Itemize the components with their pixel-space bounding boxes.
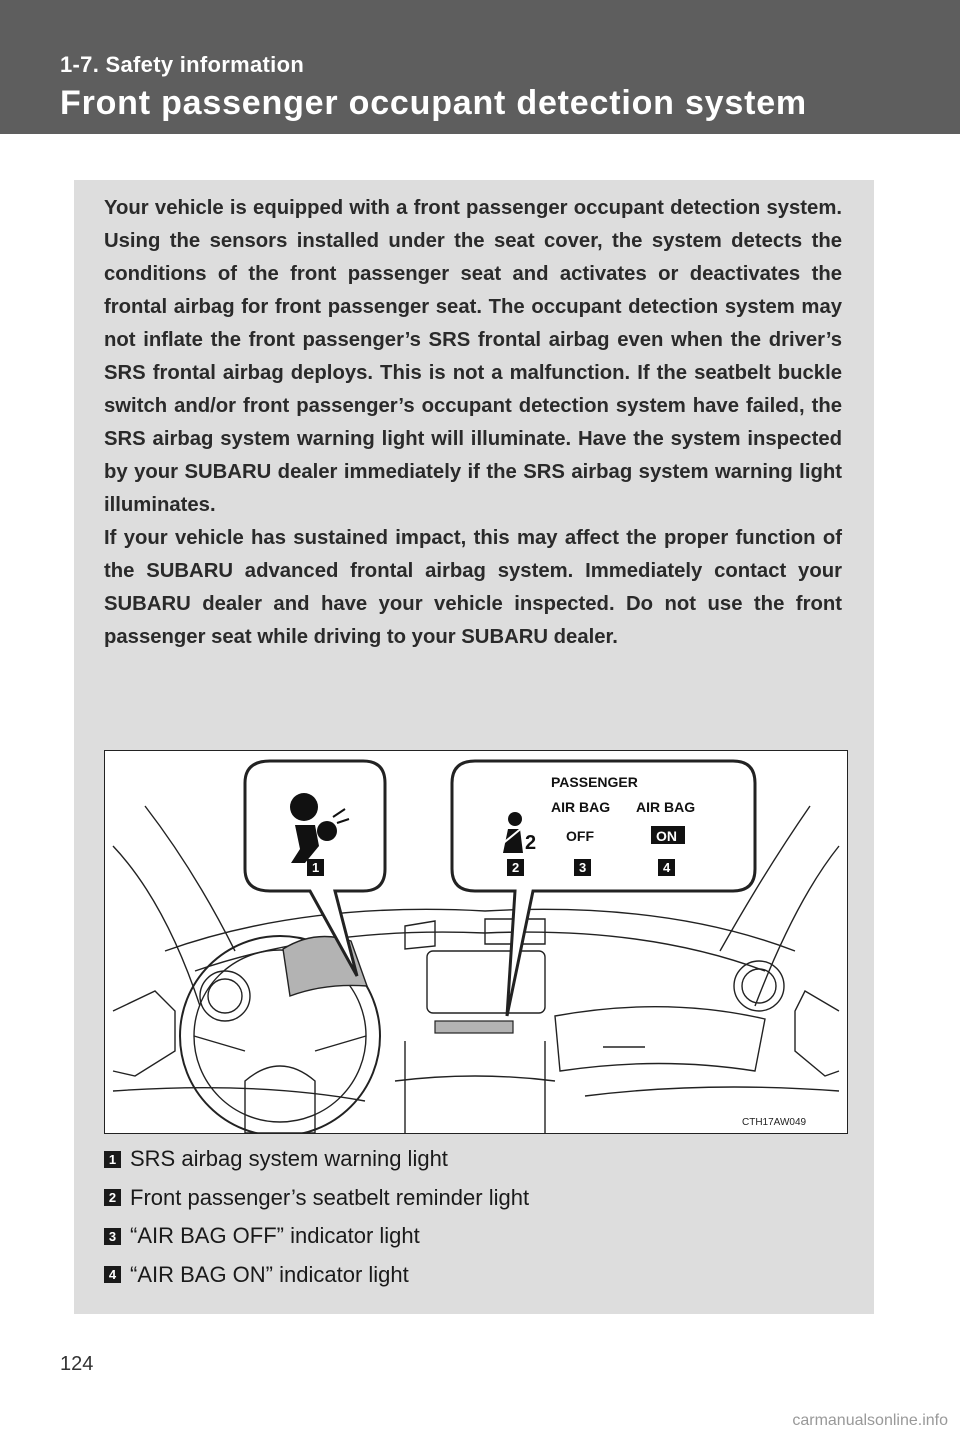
left-vent-inner [208,979,242,1013]
dashboard-drawing [105,751,847,1133]
intro-paragraph-1: Your vehicle is equipped with a front passenger occupant detection system. Using the sensors installed under the seat cover, the system detects the conditions of the front passenger seat and activates or deactivates the frontal airbag for front passenger seat. The occupant detection system may not inflate the front passenger’s SRS frontal airbag even when the driver’s SRS frontal airbag deploys. This is not a malfunction. If the seatbelt buckle switch and/or front passenger’s occupant detection system have failed, the SRS airbag system warning light will illuminate. Have the system inspected by your SUBARU dealer immediately if the SRS airbag system warning light illuminates. [104,197,842,516]
watermark[interactable]: carmanualsonline.info [792,1412,948,1429]
figure-code: CTH17AW049 [742,1117,807,1128]
dash-top-line [165,909,795,951]
legend-text: “AIR BAG OFF” indicator light [130,1223,420,1249]
callout-badge-2-number: 2 [512,860,520,875]
legend-item [104,1256,844,1295]
steering-wheel-hub [245,1066,315,1133]
console-curve [395,1076,555,1081]
legend-item [104,1140,844,1179]
right-vent-inner [742,969,776,1003]
glove-box [555,1007,765,1071]
callout-badge-1-number: 1 [312,860,320,875]
left-pillar-line [113,846,200,1006]
airbag-on-label-bottom: ON [656,828,677,844]
legend-badge: 1 [104,1151,121,1168]
legend-item [104,1179,844,1218]
right-door-panel [795,991,839,1076]
airbag-off-label-bottom: OFF [566,828,594,844]
left-pillar-line-2 [145,806,235,951]
left-door-panel [113,991,175,1076]
center-display [427,951,545,1013]
seatbelt-sub-number: 2 [525,832,537,854]
page-header [0,0,960,134]
callout-badge-3-number: 3 [579,860,587,875]
intro-paragraph-2: If your vehicle has sustained impact, this may affect the proper function of the SUBARU advanced frontal airbag system. Immediately contact your SUBARU dealer and have your vehicle inspected. Do not use the front passenger seat while driving to your SUBARU dealer. [104,527,842,648]
dashboard-illustration [104,750,848,1134]
legend-text: “AIR BAG ON” indicator light [130,1261,409,1287]
lower-dash-left [113,1088,365,1101]
legend-badge: 3 [104,1228,121,1245]
airbag-off-label-top: AIR BAG [551,799,611,815]
legend-list [104,1140,844,1294]
content-box [74,180,874,1314]
legend-text: SRS airbag system warning light [130,1146,448,1172]
intro-text [104,192,842,654]
legend-badge: 2 [104,1189,121,1206]
legend-text: Front passenger’s seatbelt reminder light [130,1184,530,1210]
airbag-on-label-top: AIR BAG [636,799,696,815]
legend-badge: 4 [104,1266,121,1283]
steering-spoke-right [315,1036,366,1051]
indicator-panel [435,1021,513,1033]
steering-spoke-left [194,1036,245,1051]
callout-badge-4-number: 4 [663,860,671,875]
section-label: 1-7. Safety information [60,52,305,77]
legend-item [104,1217,844,1256]
lower-dash-right [585,1087,839,1096]
page-number: 124 [60,1353,94,1375]
passenger-label: PASSENGER [551,774,638,790]
center-vent-left [405,921,435,949]
page-title: Front passenger occupant detection system [60,84,807,122]
